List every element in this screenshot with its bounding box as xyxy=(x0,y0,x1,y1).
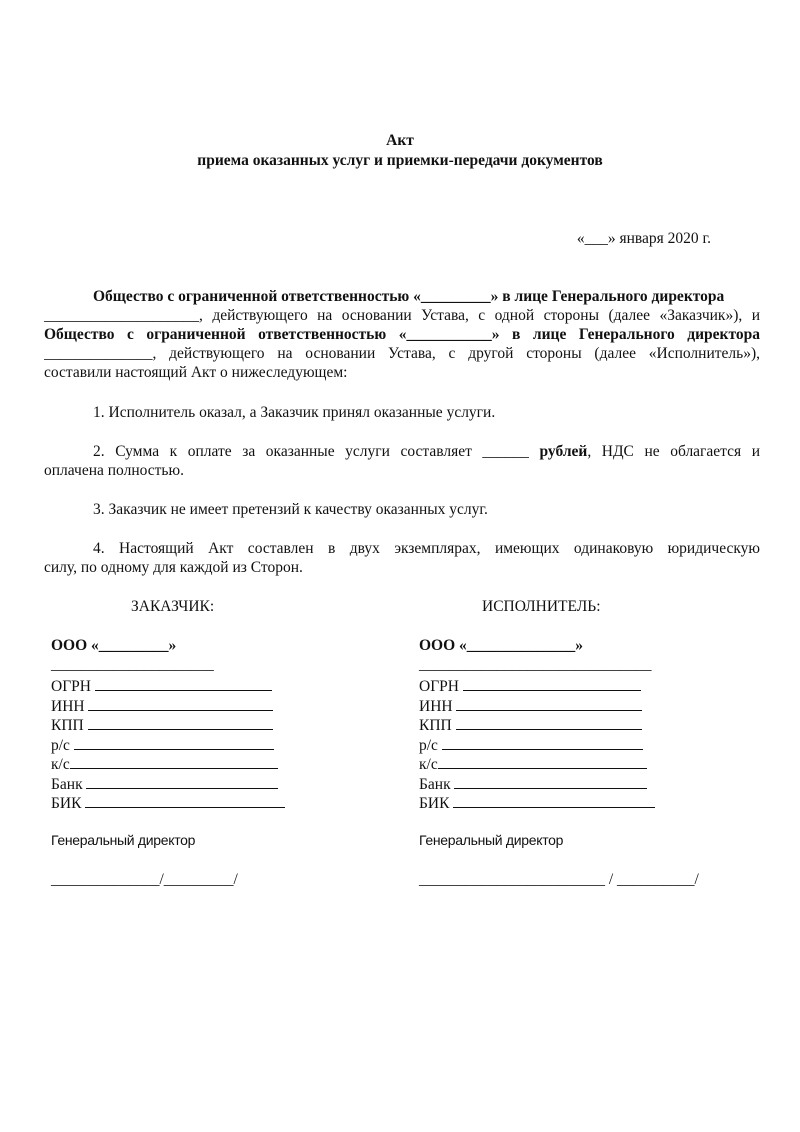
executor-inn-row xyxy=(419,695,642,716)
customer-kpp-field xyxy=(88,714,273,730)
preamble-executor-basis: , действующего на основании Устава, с другой стороны (далее «Исполнитель»), xyxy=(152,345,760,362)
executor-bank-field xyxy=(454,773,647,789)
executor-ogrn-label: ОГРН xyxy=(419,678,459,695)
preamble-executor-org: Общество с ограниченной ответственностью «___________» в лице Генерального директора xyxy=(44,326,760,343)
customer-ogrn-row xyxy=(51,675,272,696)
customer-ks-label: к/с xyxy=(51,756,70,773)
preamble-conclusion: составили настоящий Акт о нижеследующем: xyxy=(44,364,348,381)
customer-bank-field xyxy=(86,773,278,789)
item-2-currency: рублей xyxy=(539,443,588,460)
executor-ogrn-row xyxy=(419,675,641,696)
executor-org: ООО «______________» xyxy=(419,637,584,654)
executor-bik-row xyxy=(419,792,655,813)
customer-bank-label: Банк xyxy=(51,776,83,793)
customer-rs-field xyxy=(74,734,274,750)
customer-bik-label: БИК xyxy=(51,795,82,812)
executor-inn-field xyxy=(456,695,642,711)
preamble xyxy=(44,287,760,382)
executor-rs-row xyxy=(419,734,643,755)
executor-kpp-label: КПП xyxy=(419,717,452,734)
customer-kpp-row xyxy=(51,714,273,735)
preamble-executor-director-blank: ______________ xyxy=(44,345,153,362)
customer-heading: ЗАКАЗЧИК: xyxy=(131,598,215,615)
customer-bik-row xyxy=(51,792,285,813)
executor-director-label: Генеральный директор xyxy=(419,832,564,848)
customer-ogrn-field xyxy=(95,675,272,691)
executor-bik-label: БИК xyxy=(419,795,450,812)
item-2 xyxy=(44,442,760,480)
preamble-customer-basis: , действующего на основании Устава, с одной стороны (далее «Заказчик»), и xyxy=(199,307,760,324)
executor-ks-label: к/с xyxy=(419,756,438,773)
customer-org: ООО «_________» xyxy=(51,637,177,654)
executor-bank-row xyxy=(419,773,647,794)
executor-signature-line: ________________________ / __________/ xyxy=(419,871,699,888)
executor-ogrn-field xyxy=(463,675,641,691)
customer-ks-row xyxy=(51,753,278,774)
item-1: 1. Исполнитель оказал, а Заказчик принял оказанные услуги. xyxy=(93,404,496,421)
item-4-text: 4. Настоящий Акт составлен в двух экземплярах, имеющих одинаковую юридическую xyxy=(93,540,760,557)
customer-signature-line: ______________/_________/ xyxy=(51,871,238,888)
executor-kpp-row xyxy=(419,714,642,735)
item-3: 3. Заказчик не имеет претензий к качеству оказанных услуг. xyxy=(93,501,488,518)
item-2-text: 2. Сумма к оплате за оказанные услуги составляет ______ xyxy=(93,443,529,460)
document-title: Акт xyxy=(386,132,414,149)
executor-bik-field xyxy=(453,792,655,808)
customer-ogrn-label: ОГРН xyxy=(51,678,91,695)
item-2-paid: оплачена полностью. xyxy=(44,462,184,479)
executor-ks-row xyxy=(419,753,647,774)
customer-ks-field xyxy=(70,753,278,769)
customer-director-label: Генеральный директор xyxy=(51,832,196,848)
customer-blank-line: _____________________ xyxy=(51,656,214,673)
executor-kpp-field xyxy=(456,714,642,730)
customer-rs-label: р/с xyxy=(51,737,70,754)
preamble-customer-director-blank: ____________________ xyxy=(44,307,199,324)
customer-inn-field xyxy=(88,695,273,711)
executor-inn-label: ИНН xyxy=(419,698,453,715)
document-date: «___» января 2020 г. xyxy=(576,230,711,247)
document-subtitle: приема оказанных услуг и приемки-передачи документов xyxy=(197,152,603,169)
item-4 xyxy=(44,539,760,577)
item-2-vat: , НДС не облагается и xyxy=(587,443,760,460)
customer-kpp-label: КПП xyxy=(51,717,84,734)
executor-bank-label: Банк xyxy=(419,776,451,793)
customer-bank-row xyxy=(51,773,278,794)
executor-rs-label: р/с xyxy=(419,737,438,754)
customer-inn-label: ИНН xyxy=(51,698,85,715)
executor-rs-field xyxy=(442,734,643,750)
customer-inn-row xyxy=(51,695,273,716)
executor-heading: ИСПОЛНИТЕЛЬ: xyxy=(482,598,601,615)
item-4-copies: силу, по одному для каждой из Сторон. xyxy=(44,559,303,576)
executor-ks-field xyxy=(438,753,647,769)
customer-rs-row xyxy=(51,734,274,755)
executor-blank-line: ______________________________ xyxy=(419,656,652,673)
customer-bik-field xyxy=(85,792,285,808)
preamble-customer-org: Общество с ограниченной ответственностью «_________» в лице Генерального директора xyxy=(93,288,725,305)
